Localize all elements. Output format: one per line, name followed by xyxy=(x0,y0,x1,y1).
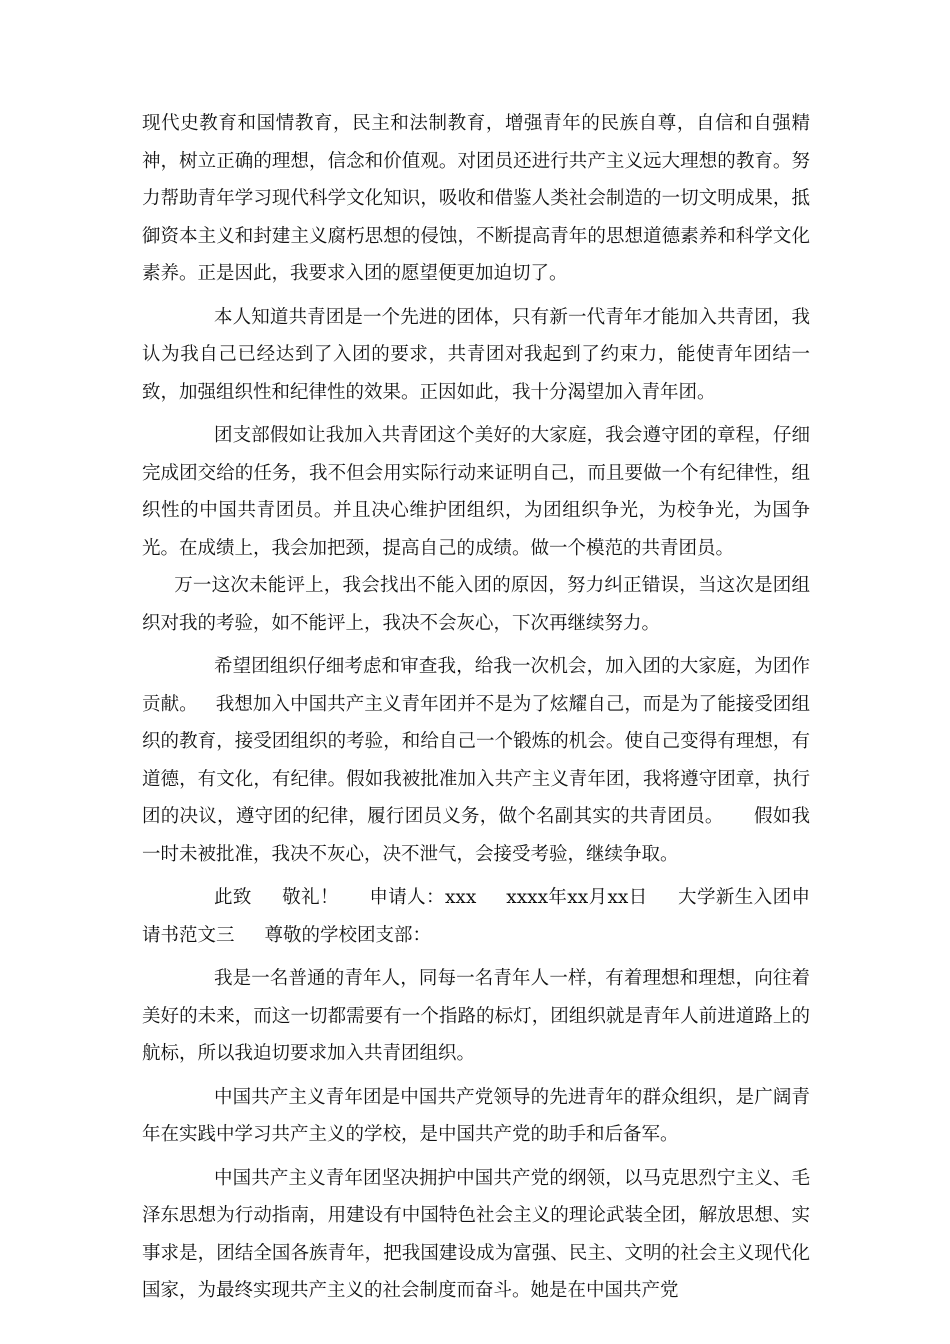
applicant: 申请人：xxx xyxy=(368,887,477,908)
next-title: 大学新生入团申请书范文三 xyxy=(142,887,810,946)
closing-jing-li: 敬礼！ xyxy=(281,887,339,908)
paragraph-3-text: 团支部假如让我加入共青团这个美好的大家庭，我会遵守团的章程，仔细完成团交给的任务，我不但会用实际行动来证明自己，而且要做一个有纪律性，组织性的中国共青团员。并且决心维护团组织，为团组织争光，为校争光，为国争光。在成绩上，我会加把颈，提高自己的成绩。做一个模范的共青团员。 xyxy=(142,425,810,559)
date: xxxx年xx月xx日 xyxy=(506,887,648,908)
paragraph-4-text: 万一这次未能评上，我会找出不能入团的原因，努力纠正错误，当这次是团组织对我的考验，如不能评上，我决不会灰心，下次再继续努力。 xyxy=(142,575,810,634)
closing-ci-zhi: 此致 xyxy=(214,887,252,908)
paragraph-6-text: 我想加入中国共产主义青年团并不是为了炫耀自己，而是为了能接受团组织的教育，接受团组织的考验，和给自己一个锻炼的机会。使自己变得有理想，有道德，有文化，有纪律。假如我被批准加入共产主义青年团，我将遵守团章，执行团的决议，遵守团的纪律，履行团员义务，做个名副其实的共青团员。 xyxy=(142,693,810,827)
document-body xyxy=(142,105,810,1310)
paragraph-5-text: 希望团组织仔细考虑和审查我，给我一次机会，加入团的大家庭，为团作贡献。 xyxy=(142,656,810,715)
closing-line xyxy=(142,879,810,954)
paragraph-1: 现代史教育和国情教育，民主和法制教育，增强青年的民族自尊，自信和自强精神，树立正确的理想，信念和价值观。对团员还进行共产主义远大理想的教育。努力帮助青年学习现代科学文化知识，吸收和借鉴人类社会制造的一切文明成果，抵御资本主义和封建主义腐朽思想的侵蚀，不断提高青年的思想道德素养和科学文化素养。正是因此，我要求入团的愿望便更加迫切了。 xyxy=(142,113,810,284)
paragraph-10: 中国共产主义青年团坚决拥护中国共产党的纲领，以马克思烈宁主义、毛泽东思想为行动指南，用建设有中国特色社会主义的理论武装全团，解放思想、实事求是，团结全国各族青年，把我国建设成为富强、民主、文明的社会主义现代化国家，为最终实现共产主义的社会制度而奋斗。她是在中国共产党 xyxy=(142,1167,810,1301)
salutation: 尊敬的学校团支部： xyxy=(264,924,432,946)
paragraph-7-text: 假如我一时未被批准，我决不灰心，决不泄气，会接受考验，继续争取。 xyxy=(142,806,810,865)
paragraph-3 xyxy=(142,417,810,642)
paragraph-9: 中国共产主义青年团是中国共产党领导的先进青年的群众组织，是广阔青年在实践中学习共产主义的学校，是中国共产党的助手和后备军。 xyxy=(142,1086,810,1145)
paragraph-5 xyxy=(142,648,810,873)
paragraph-2: 本人知道共青团是一个先进的团体，只有新一代青年才能加入共青团，我认为我自己已经达到了入团的要求，共青团对我起到了约束力，能使青年团结一致，加强组织性和纪律性的效果。正因如此，我十分渴望加入青年团。 xyxy=(142,306,810,403)
paragraph-8: 我是一名普通的青年人，同每一名青年人一样，有着理想和理想，向往着美好的未来，而这一切都需要有一个指路的标灯，团组织就是青年人前进道路上的航标，所以我迫切要求加入共青团组织。 xyxy=(142,968,810,1064)
